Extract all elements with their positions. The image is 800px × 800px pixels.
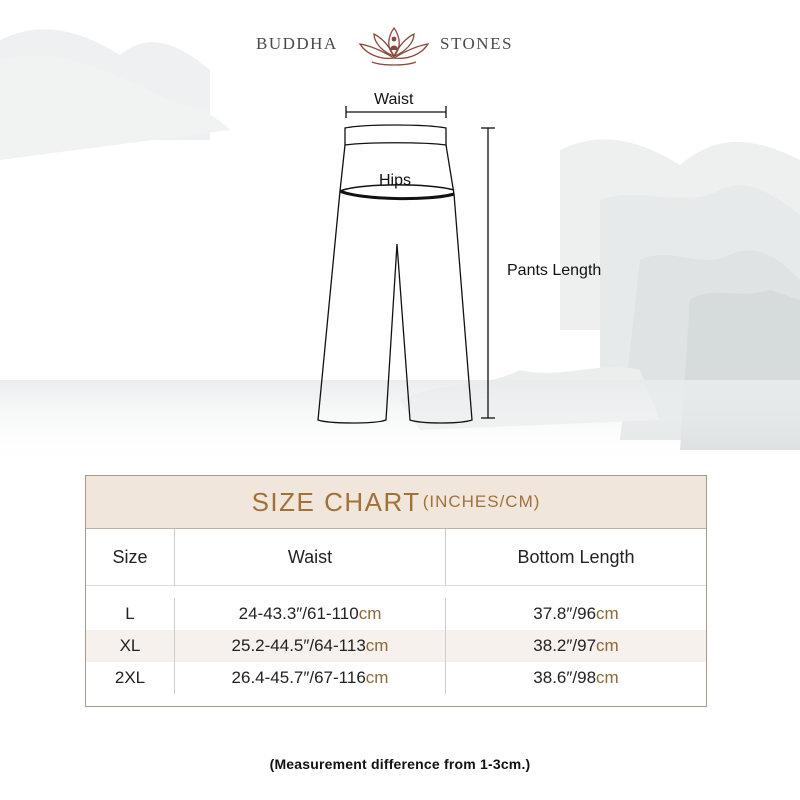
table-row <box>86 662 706 694</box>
cell-size: XL <box>119 636 141 655</box>
length-value: 37.8″/96 <box>533 604 597 623</box>
cell-waist <box>174 630 445 662</box>
size-chart-table <box>85 475 707 707</box>
length-unit: cm <box>596 668 619 687</box>
hips-label: Hips <box>379 172 412 189</box>
size-chart-title-main: SIZE CHART <box>251 486 421 517</box>
cell-waist <box>174 598 445 630</box>
cell-length <box>445 598 706 630</box>
length-value: 38.2″/97 <box>533 636 597 655</box>
pants-length-label: Pants Length <box>507 262 602 279</box>
measurement-note: (Measurement difference from 1-3cm.) <box>269 756 531 772</box>
waist-unit: cm <box>365 668 389 687</box>
brand-name-left: BUDDHA <box>256 34 338 53</box>
cell-size: 2XL <box>114 668 146 687</box>
waist-value: 24-43.3″/61-110 <box>238 604 359 623</box>
table-row <box>86 630 706 662</box>
length-unit: cm <box>596 604 619 623</box>
waist-value: 25.2-44.5″/64-113 <box>231 636 366 655</box>
table-row <box>86 598 706 630</box>
cell-length <box>445 662 706 694</box>
header-size: Size <box>86 529 174 585</box>
header-waist: Waist <box>174 529 445 585</box>
brand-name-right: STONES <box>440 34 513 53</box>
waist-label: Waist <box>374 91 414 108</box>
waist-unit: cm <box>365 636 389 655</box>
header-bottom-length: Bottom Length <box>445 529 706 585</box>
waist-value: 26.4-45.7″/67-116 <box>231 668 366 687</box>
size-chart-title <box>86 476 706 529</box>
size-chart-title-units: (INCHES/CM) <box>422 492 541 511</box>
cell-waist <box>174 662 445 694</box>
cell-size: L <box>125 604 135 623</box>
length-value: 38.6″/98 <box>533 668 597 687</box>
length-unit: cm <box>596 636 619 655</box>
cell-length <box>445 630 706 662</box>
waist-unit: cm <box>358 604 382 623</box>
table-header-row <box>86 529 706 586</box>
